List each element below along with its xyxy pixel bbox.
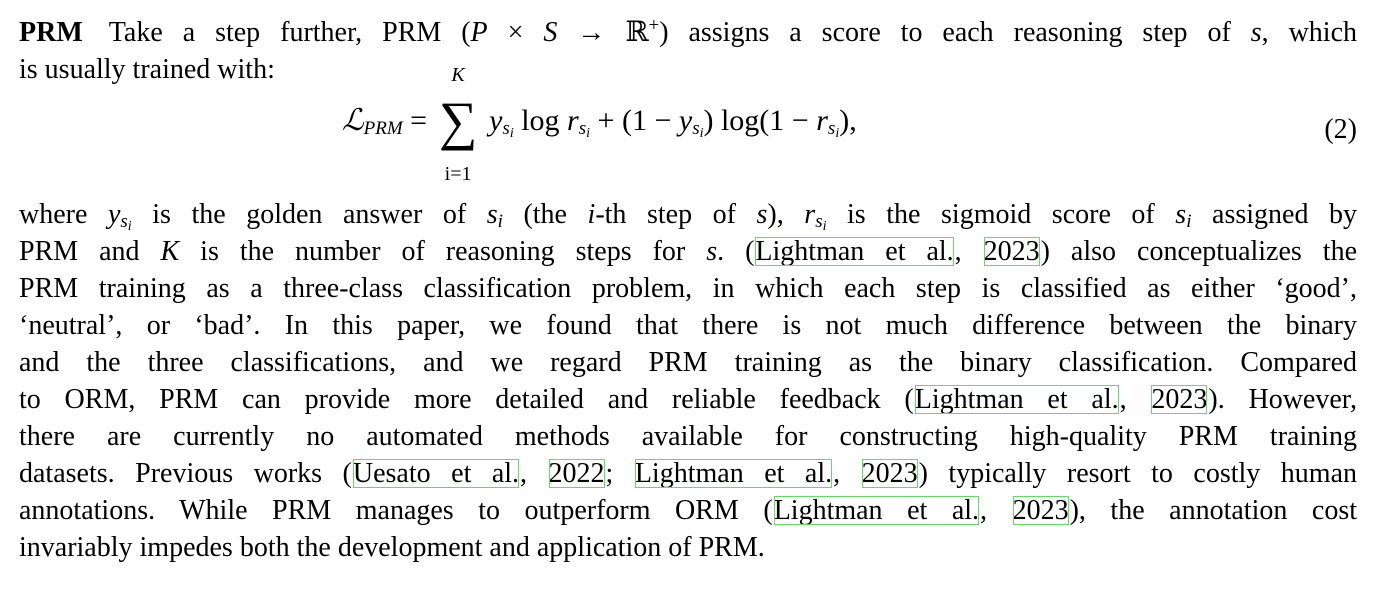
citation-link-lightman[interactable]: Lightman et al. (773, 495, 980, 526)
paragraph2-line5: and the three classifications, and we regard PRM training as the binary classification. Compared (19, 347, 1357, 378)
paragraph2-line6: to ORM, PRM can provide more detailed and reliable feedback (Lightman et al., 2023). However, (19, 384, 1357, 415)
paragraph2-line2: PRM and K is the number of reasoning steps for s. (Lightman et al., 2023) also conceptualizes the (19, 236, 1357, 267)
citation-link-lightman[interactable]: Lightman et al. (755, 236, 954, 267)
citation-link-uesato[interactable]: Uesato et al. (352, 458, 520, 489)
citation-link-2023[interactable]: 2023 (983, 236, 1040, 267)
citation-link-2023[interactable]: 2023 (1012, 495, 1069, 526)
paragraph1-line1: PRM Take a step further, PRM (P × S → ℝ+) assigns a score to each reasoning step of s, which (19, 15, 1358, 48)
paragraph-lead: PRM (19, 17, 83, 48)
citation-link-2023[interactable]: 2023 (861, 458, 918, 489)
equation-body: ℒ$_{PRM}$ = K ∑ i=1 $y_{s_i}$ $\log r_{s_i} + (1 - y_{s_i}) \log(1 - r_{s_i})$, (342, 64, 857, 185)
citation-link-lightman[interactable]: Lightman et al. (634, 458, 833, 489)
paragraph2-line10: invariably impedes both the development and application of PRM. (19, 532, 765, 563)
paper-section (19, 14, 1357, 566)
paragraph2-line9: annotations. While PRM manages to outperform ORM (Lightman et al., 2023), the annotation cost (19, 495, 1357, 526)
citation-link-lightman[interactable]: Lightman et al. (914, 384, 1119, 415)
citation-link-2022[interactable]: 2022 (548, 458, 605, 489)
summation: K ∑ i=1 (438, 64, 478, 185)
loss-symbol: ℒ (342, 104, 364, 137)
equation-number: (2) (1324, 114, 1357, 145)
paragraph1-line2: is usually trained with: (19, 54, 275, 85)
paragraph2-line4: ‘neutral’, or ‘bad’. In this paper, we found that there is not much difference between the binary (19, 310, 1357, 341)
paragraph2-line3: PRM training as a three-class classification problem, in which each step is classified as either ‘good’, (19, 273, 1357, 304)
paragraph2-line7: there are currently no automated methods available for constructing high-quality PRM training (19, 421, 1357, 452)
paragraph2-line1: where $y_{s_i}$ is the golden answer of $s_i$ (the i-th step of s), $r_{s_i}$ is the sigmoid score of $s_i$ assigned by (19, 199, 1358, 234)
paragraph2-line8: datasets. Previous works (Uesato et al., 2022; Lightman et al., 2023) typically resort to costly human (19, 458, 1358, 489)
citation-link-2023[interactable]: 2023 (1151, 384, 1208, 415)
